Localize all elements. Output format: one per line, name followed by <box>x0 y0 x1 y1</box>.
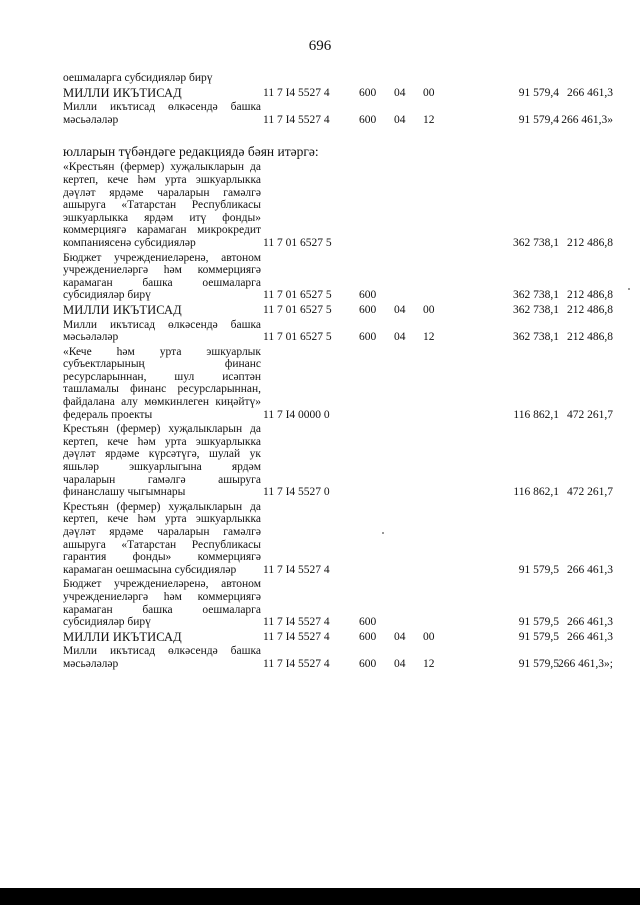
row-pr: 12 <box>423 331 435 344</box>
row-sum-1: 362 738,1 <box>513 289 559 302</box>
table-row <box>63 304 623 317</box>
row-name: Милли икътисад өлкәсендә башка мәсьәләләр <box>63 645 261 670</box>
row-rz: 04 <box>394 630 406 643</box>
row-pr: 00 <box>423 303 435 316</box>
row-code: 11 7 01 6527 5 <box>263 303 332 316</box>
top-rows <box>63 72 623 126</box>
row-sum-2: 266 461,3 <box>567 86 613 99</box>
row-sum-1: 91 579,4 <box>518 113 559 126</box>
table-row <box>63 319 623 344</box>
row-code: 11 7 01 6527 5 <box>263 331 332 344</box>
row-rz: 04 <box>394 86 406 99</box>
row-sum-2: 212 486,8 <box>567 289 613 302</box>
row-sum-1: 91 579,5 <box>518 630 559 643</box>
row-code: 11 7 I4 5527 4 <box>263 113 330 126</box>
table-row <box>63 346 623 422</box>
row-sum-1: 91 579,4 <box>518 86 559 99</box>
row-sum-1: 362 738,1 <box>513 331 559 344</box>
row-sum-1: 91 579,5 <box>518 616 559 629</box>
row-name: МИЛЛИ ИКЪТИСАД <box>63 629 182 644</box>
bottom-rows <box>63 161 623 670</box>
table-row <box>63 645 623 670</box>
row-sum-1: 362 738,1 <box>513 236 559 249</box>
row-sum-2: 472 261,7 <box>567 486 613 499</box>
row-name: Милли икътисад өлкәсендә башка мәсьәләләр <box>63 101 261 126</box>
scan-speck <box>382 532 384 534</box>
row-vr: 600 <box>359 616 377 629</box>
row-vr: 600 <box>359 113 377 126</box>
row-code: 11 7 I4 5527 4 <box>263 616 330 629</box>
row-code: 11 7 01 6527 5 <box>263 289 332 302</box>
row-sum-2: 212 486,8 <box>567 331 613 344</box>
row-sum-1: 91 579,5 <box>518 563 559 576</box>
row-vr: 600 <box>359 289 377 302</box>
table-row <box>63 578 623 628</box>
table-row <box>63 423 623 499</box>
row-rz: 04 <box>394 331 406 344</box>
row-code: 11 7 I4 5527 4 <box>263 563 330 576</box>
row-name: оешмаларга субсидияләр бирү <box>63 72 213 84</box>
row-name: Бюджет учреждениеләренә, автоном учреждениеләргә һәм коммерциягә карамаган башка оешмаларга субсидияләр бирү <box>63 251 261 302</box>
row-name: МИЛЛИ ИКЪТИСАД <box>63 302 182 317</box>
row-name: «Крестьян (фермер) хуҗалыкларын да кертеп, кече һәм урта эшкуарлыкка дәүләт ярдәме чараларын гамәлгә ашыруга «Татарстан Республикасы эшкуарлыкка ярдәм итү фонды» коммерциягә карамаган микрокредит компаниясенә субсидияләр <box>63 161 261 249</box>
scan-bottom-bar <box>0 888 640 905</box>
row-vr: 600 <box>359 657 377 670</box>
row-rz: 04 <box>394 113 406 126</box>
row-sum-2: 212 486,8 <box>567 236 613 249</box>
row-sum-2: 266 461,3 <box>567 630 613 643</box>
row-sum-2: 266 461,3 <box>567 563 613 576</box>
row-sum-2: 266 461,3»; <box>558 657 613 670</box>
row-sum-1: 362 738,1 <box>513 303 559 316</box>
row-rz: 04 <box>394 657 406 670</box>
row-name: МИЛЛИ ИКЪТИСАД <box>63 85 182 100</box>
intro-text: юлларын түбәндәге редакциядә бәян итәргә: <box>63 144 319 160</box>
row-code: 11 7 I4 5527 4 <box>263 630 330 643</box>
table-row <box>63 101 623 126</box>
row-sum-2: 266 461,3» <box>561 113 613 126</box>
row-vr: 600 <box>359 303 377 316</box>
row-pr: 12 <box>423 657 435 670</box>
row-vr: 600 <box>359 86 377 99</box>
table-row <box>63 72 623 85</box>
row-name: Крестьян (фермер) хуҗалыкларын да кертеп, кече һәм урта эшкуарлыкка дәүләт ярдәме күрсәтүгә, шулай ук яшьләр эшкуарлыгына ярдәм чараларын гамәлгә ашыруга финанслашу чыгымнары <box>63 423 261 499</box>
row-pr: 12 <box>423 113 435 126</box>
row-sum-1: 116 862,1 <box>513 486 559 499</box>
row-rz: 04 <box>394 303 406 316</box>
row-vr: 600 <box>359 630 377 643</box>
row-sum-1: 91 579,5 <box>518 657 559 670</box>
row-sum-2: 266 461,3 <box>567 616 613 629</box>
row-code: 11 7 I4 0000 0 <box>263 408 330 421</box>
row-name: Милли икътисад өлкәсендә башка мәсьәләләр <box>63 318 261 344</box>
row-sum-2: 212 486,8 <box>567 303 613 316</box>
row-code: 11 7 I4 5527 0 <box>263 486 330 499</box>
row-name: «Кече һәм урта эшкуарлык субъектларының финанс ресурсларыннан, шул исәптән ташламалы финанс ресурсларыннан, файдалана алу мөмкинлеген киңәйтү» федераль проекты <box>63 345 261 421</box>
row-vr: 600 <box>359 331 377 344</box>
row-code: 11 7 I4 5527 4 <box>263 86 330 99</box>
table-row <box>63 631 623 644</box>
row-sum-2: 472 261,7 <box>567 408 613 421</box>
table-row <box>63 501 623 577</box>
row-code: 11 7 I4 5527 4 <box>263 657 330 670</box>
table-row <box>63 161 623 249</box>
row-name: Бюджет учреждениеләренә, автоном учреждениеләргә һәм коммерциягә карамаган башка оешмаларга субсидияләр бирү <box>63 578 261 629</box>
row-code: 11 7 01 6527 5 <box>263 236 332 249</box>
page-number: 696 <box>308 38 332 54</box>
table-row <box>63 252 623 302</box>
scan-speck <box>628 288 630 290</box>
table-row <box>63 87 623 100</box>
budget-document <box>63 72 623 673</box>
row-pr: 00 <box>423 630 435 643</box>
row-name: Крестьян (фермер) хуҗалыкларын да кертеп, кече һәм урта эшкуарлыкка дәүләт ярдәме чараларын гамәлгә ашыруга «Татарстан Республикасы гарантия фонды» коммерциягә карамаган оешмасына субсидияләр <box>63 500 261 576</box>
row-sum-1: 116 862,1 <box>513 408 559 421</box>
row-pr: 00 <box>423 86 435 99</box>
